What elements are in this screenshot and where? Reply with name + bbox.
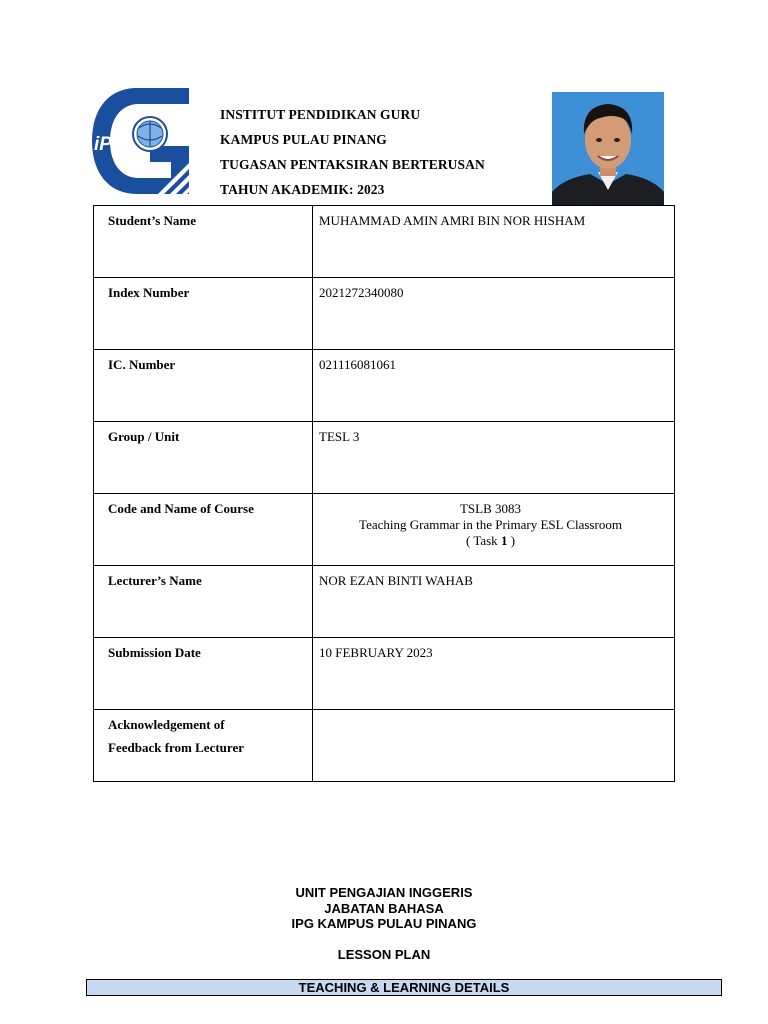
index-number-value: 2021272340080: [313, 278, 675, 350]
ipg-logo-icon: [92, 88, 189, 194]
header-line-institute: INSTITUT PENDIDIKAN GURU: [220, 107, 421, 122]
lecturer-name-label: Lecturer’s Name: [94, 566, 313, 638]
header-line-campus: KAMPUS PULAU PINANG: [220, 132, 387, 147]
svg-text:iPG: iPG: [94, 134, 127, 155]
acknowledgement-label-line1: Acknowledgement of: [108, 717, 225, 732]
table-row: [94, 422, 675, 494]
submission-date-label: Submission Date: [94, 638, 313, 710]
student-photo: [552, 92, 664, 206]
acknowledgement-label: [94, 710, 313, 782]
footer-unit: UNIT PENGAJIAN INGGERIS: [295, 885, 473, 900]
ic-number-label: IC. Number: [94, 350, 313, 422]
course-value: [313, 494, 675, 566]
lecturer-name-value: NOR EZAN BINTI WAHAB: [313, 566, 675, 638]
table-row: [94, 638, 675, 710]
footer-spacer: [0, 932, 768, 947]
student-info-table: [93, 205, 675, 782]
student-portrait-icon: [552, 92, 664, 206]
ic-number-value: 021116081061: [313, 350, 675, 422]
acknowledgement-value: [313, 710, 675, 782]
acknowledgement-label-line2: Feedback from Lecturer: [108, 740, 244, 755]
task-close: ): [507, 533, 516, 548]
table-row: [94, 494, 675, 566]
table-row: [94, 278, 675, 350]
course-task: [313, 533, 668, 549]
student-name-label: Student’s Name: [94, 206, 313, 278]
group-unit-value: TESL 3: [313, 422, 675, 494]
table-row: [94, 710, 675, 782]
course-code: TSLB 3083: [459, 501, 522, 516]
ipg-logo: [92, 88, 189, 194]
group-unit-label: Group / Unit: [94, 422, 313, 494]
footer-department: JABATAN BAHASA: [324, 900, 444, 916]
index-number-label: Index Number: [94, 278, 313, 350]
header-line-assessment: TUGASAN PENTAKSIRAN BERTERUSAN: [220, 157, 485, 172]
table-row: [94, 350, 675, 422]
table-row: [94, 206, 675, 278]
header-line-academic-year: TAHUN AKADEMIK: 2023: [220, 182, 385, 197]
task-open: ( Task: [465, 533, 501, 548]
submission-date-value: 10 FEBRUARY 2023: [313, 638, 675, 710]
task-number: 1: [500, 533, 508, 548]
student-name-value: MUHAMMAD AMIN AMRI BIN NOR HISHAM: [313, 206, 675, 278]
footer-campus: IPG KAMPUS PULAU PINANG: [291, 916, 477, 931]
footer-block: [0, 885, 768, 962]
course-label: Code and Name of Course: [94, 494, 313, 566]
lesson-plan-title: LESSON PLAN: [337, 946, 431, 962]
teaching-learning-details-bar: TEACHING & LEARNING DETAILS: [86, 979, 722, 996]
institution-header: [220, 102, 485, 202]
course-name: Teaching Grammar in the Primary ESL Classroom: [359, 517, 622, 532]
table-row: [94, 566, 675, 638]
